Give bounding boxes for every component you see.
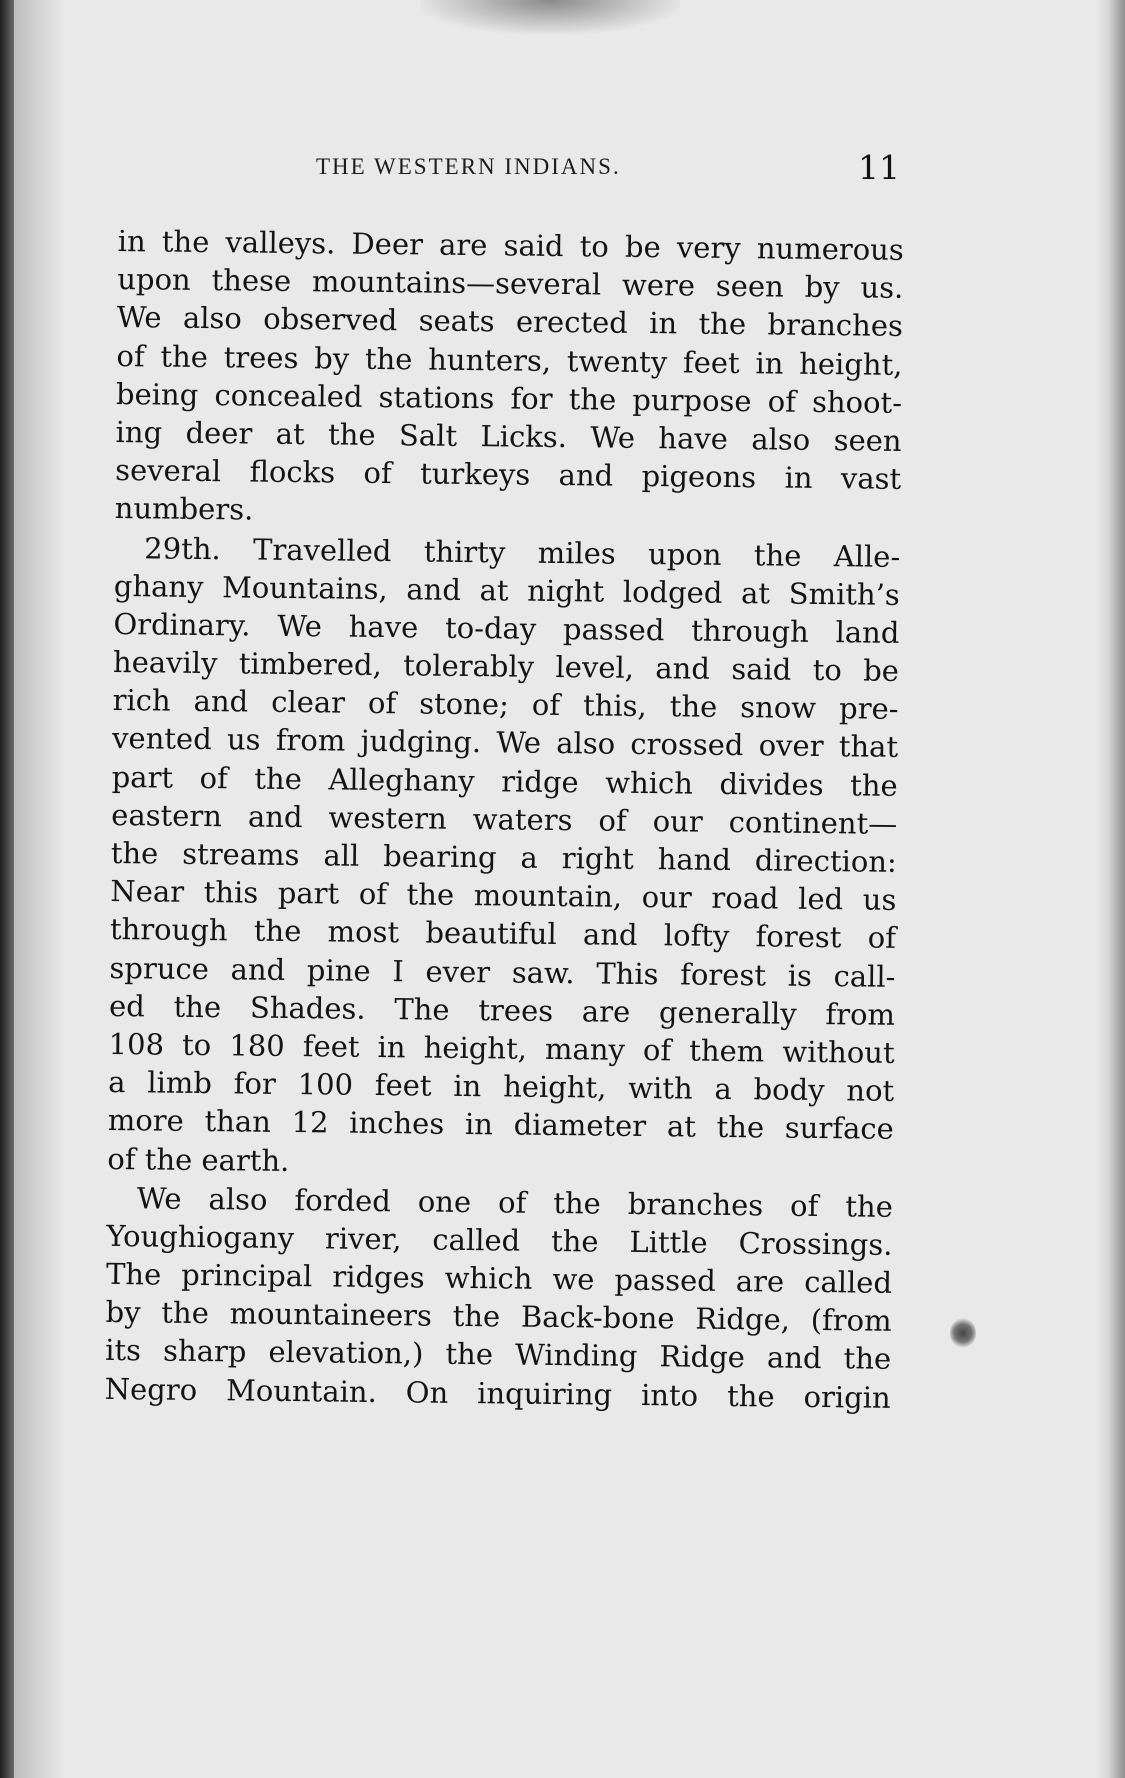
text-line: the streams all bearing a right hand direction: — [110, 835, 897, 879]
text-line: Negro Mountain. On inquiring into the origin — [104, 1371, 891, 1415]
text-line: its sharp elevation,) the Winding Ridge and the — [105, 1333, 892, 1377]
text-line: of the earth. — [107, 1141, 290, 1178]
text-line: upon these mountains—several were seen by us. — [117, 262, 904, 306]
text-line: vented us from judging. We also crossed over that — [111, 721, 899, 765]
paragraph — [105, 1179, 894, 1417]
paragraph — [115, 222, 904, 536]
text-line: spruce and pine I ever saw. This forest is call- — [109, 950, 896, 994]
page-shadow — [14, 0, 64, 1778]
text-line: rich and clear of stone; of this, the snow pre- — [112, 683, 899, 727]
running-title: THE WESTERN INDIANS. — [316, 154, 621, 179]
text-line: in the valleys. Deer are said to be very numerous — [117, 223, 904, 267]
book-gutter — [0, 0, 14, 1778]
text-line: more than 12 inches in diameter at the surface — [107, 1103, 894, 1147]
paragraph — [107, 528, 900, 1186]
text-line: part of the Alleghany ridge which divides the — [111, 759, 898, 803]
text-line: eastern and western waters of our continent— — [111, 797, 898, 841]
text-line: several flocks of turkeys and pigeons in vast — [114, 453, 902, 497]
text-line: We also observed seats erected in the branches — [116, 300, 904, 344]
text-line: We also forded one of the branches of the — [136, 1180, 894, 1224]
text-line: by the mountaineers the Back-bone Ridge, (from — [105, 1295, 892, 1339]
text-line: ghany Mountains, and at night lodged at Smith’s — [113, 568, 901, 612]
text-line: 29th. Travelled thirty miles upon the Alle- — [144, 530, 901, 574]
page-number: 11 — [858, 148, 900, 187]
text-line: of the trees by the hunters, twenty feet in height, — [116, 338, 903, 382]
worn-top-edge — [420, 0, 680, 34]
foxing-spot — [950, 1318, 976, 1348]
text-line: Youghiogany river, called the Little Crossings. — [106, 1218, 893, 1262]
body-text — [105, 222, 904, 1417]
text-line: 108 to 180 feet in height, many of them without — [108, 1026, 895, 1070]
text-line: Ordinary. We have to-day passed through land — [113, 606, 900, 650]
text-line: ing deer at the Salt Licks. We have also seen — [115, 414, 902, 458]
text-line: a limb for 100 feet in height, with a body not — [108, 1065, 895, 1108]
text-line: through the most beautiful and lofty forest of — [109, 912, 897, 956]
text-line: numbers. — [114, 491, 254, 527]
running-head — [120, 148, 900, 190]
text-line: Near this part of the mountain, our road led us — [110, 874, 897, 918]
text-line: heavily timbered, tolerably level, and said to be — [112, 645, 900, 688]
page-right-edge — [1097, 0, 1125, 1778]
text-line: being concealed stations for the purpose of shoot- — [115, 376, 903, 420]
text-line: The principal ridges which we passed are called — [105, 1256, 893, 1300]
text-line: ed the Shades. The trees are generally from — [108, 988, 896, 1032]
